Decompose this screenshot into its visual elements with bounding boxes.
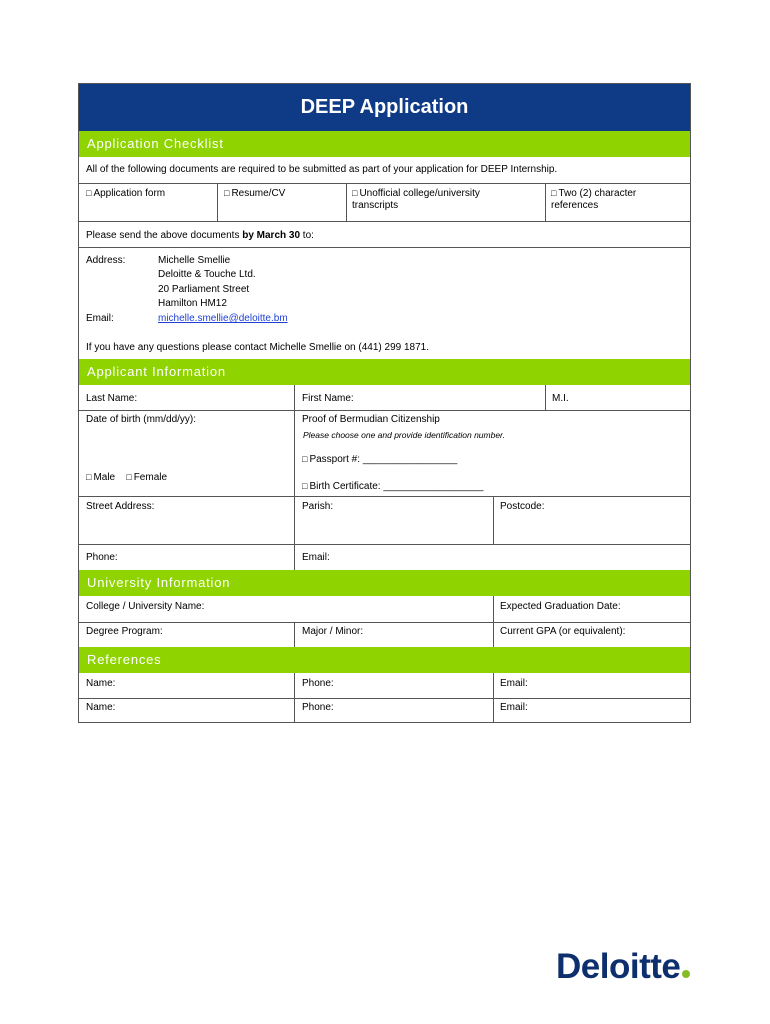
checklist-item-application-form[interactable] <box>86 187 165 200</box>
logo-wordmark: Deloitte <box>556 947 681 986</box>
reference-1-name-field[interactable]: Name: <box>86 678 116 689</box>
checklist-item-label: Application form <box>93 188 166 199</box>
reference-1-email-field[interactable]: Email: <box>500 678 528 689</box>
street-address-field[interactable]: Street Address: <box>86 501 155 512</box>
section-header-university: University Information <box>79 570 690 596</box>
checklist-item-label: Unofficial college/university transcripts <box>352 188 480 211</box>
checkbox-icon: □ <box>86 188 92 198</box>
graduation-date-field[interactable]: Expected Graduation Date: <box>500 601 621 612</box>
form-title: DEEP Application <box>79 84 690 131</box>
section-header-references: References <box>79 647 690 673</box>
last-name-field[interactable]: Last Name: <box>86 393 138 404</box>
checklist-intro: All of the following documents are required to be submitted as part of your application for DEEP Internship. <box>86 164 558 175</box>
birth-certificate-option[interactable] <box>302 480 483 493</box>
passport-number-line: _________________ <box>362 454 458 465</box>
send-deadline: by March 30 <box>242 230 301 241</box>
checkbox-icon: □ <box>352 188 358 198</box>
checkbox-icon: □ <box>126 472 132 482</box>
phone-field[interactable]: Phone: <box>86 552 118 563</box>
send-instructions <box>86 230 314 242</box>
send-suffix: to: <box>300 230 314 241</box>
questions-note: If you have any questions please contact Michelle Smellie on (441) 299 1871. <box>86 342 429 353</box>
checklist-item-label: Resume/CV <box>231 188 286 199</box>
checklist-item-resume[interactable] <box>224 187 285 200</box>
gender-female-option[interactable] <box>126 472 167 483</box>
section-header-checklist: Application Checklist <box>79 131 690 157</box>
reference-1-phone-field[interactable]: Phone: <box>302 678 334 689</box>
passport-option[interactable] <box>302 453 457 466</box>
address-line: Hamilton HM12 <box>158 298 227 309</box>
degree-program-field[interactable]: Degree Program: <box>86 626 163 637</box>
checkbox-icon: □ <box>302 454 308 464</box>
section-header-applicant: Applicant Information <box>79 359 690 385</box>
address-label: Address: <box>86 255 126 266</box>
gender-options <box>86 471 167 484</box>
send-prefix: Please send the above documents <box>86 230 243 241</box>
birth-certificate-label: Birth Certificate: <box>309 481 381 492</box>
citizenship-proof-note: Please choose one and provide identification number. <box>303 430 505 440</box>
checklist-item-transcripts[interactable] <box>352 187 512 212</box>
gender-male-option[interactable] <box>86 472 115 483</box>
reference-2-email-field[interactable]: Email: <box>500 702 528 713</box>
address-line: 20 Parliament Street <box>158 284 250 295</box>
major-minor-field[interactable]: Major / Minor: <box>302 626 364 637</box>
logo-dot-icon <box>682 970 690 978</box>
parish-field[interactable]: Parish: <box>302 501 334 512</box>
checklist-item-label: Two (2) character references <box>551 188 637 211</box>
college-name-field[interactable]: College / University Name: <box>86 601 205 612</box>
checkbox-icon: □ <box>224 188 230 198</box>
application-form <box>78 83 691 723</box>
deloitte-logo <box>556 945 690 989</box>
address-line: Michelle Smellie <box>158 255 231 266</box>
checklist-item-references[interactable] <box>551 187 666 212</box>
email-label: Email: <box>86 313 114 324</box>
reference-2-phone-field[interactable]: Phone: <box>302 702 334 713</box>
checkbox-icon: □ <box>551 188 557 198</box>
middle-initial-field[interactable]: M.I. <box>552 393 569 404</box>
citizenship-proof-label: Proof of Bermudian Citizenship <box>302 414 440 425</box>
contact-email-link[interactable]: michelle.smellie@deloitte.bm <box>158 313 288 324</box>
checkbox-icon: □ <box>302 481 308 491</box>
date-of-birth-field[interactable]: Date of birth (mm/dd/yy): <box>86 414 197 425</box>
reference-2-name-field[interactable]: Name: <box>86 702 116 713</box>
checkbox-icon: □ <box>86 472 92 482</box>
passport-label: Passport #: <box>309 454 361 465</box>
postcode-field[interactable]: Postcode: <box>500 501 545 512</box>
gender-female-label: Female <box>133 472 168 483</box>
gender-male-label: Male <box>93 472 116 483</box>
gpa-field[interactable]: Current GPA (or equivalent): <box>500 626 626 637</box>
first-name-field[interactable]: First Name: <box>302 393 354 404</box>
email-field[interactable]: Email: <box>302 552 330 563</box>
birth-certificate-number-line: __________________ <box>383 481 484 492</box>
address-line: Deloitte & Touche Ltd. <box>158 269 256 280</box>
